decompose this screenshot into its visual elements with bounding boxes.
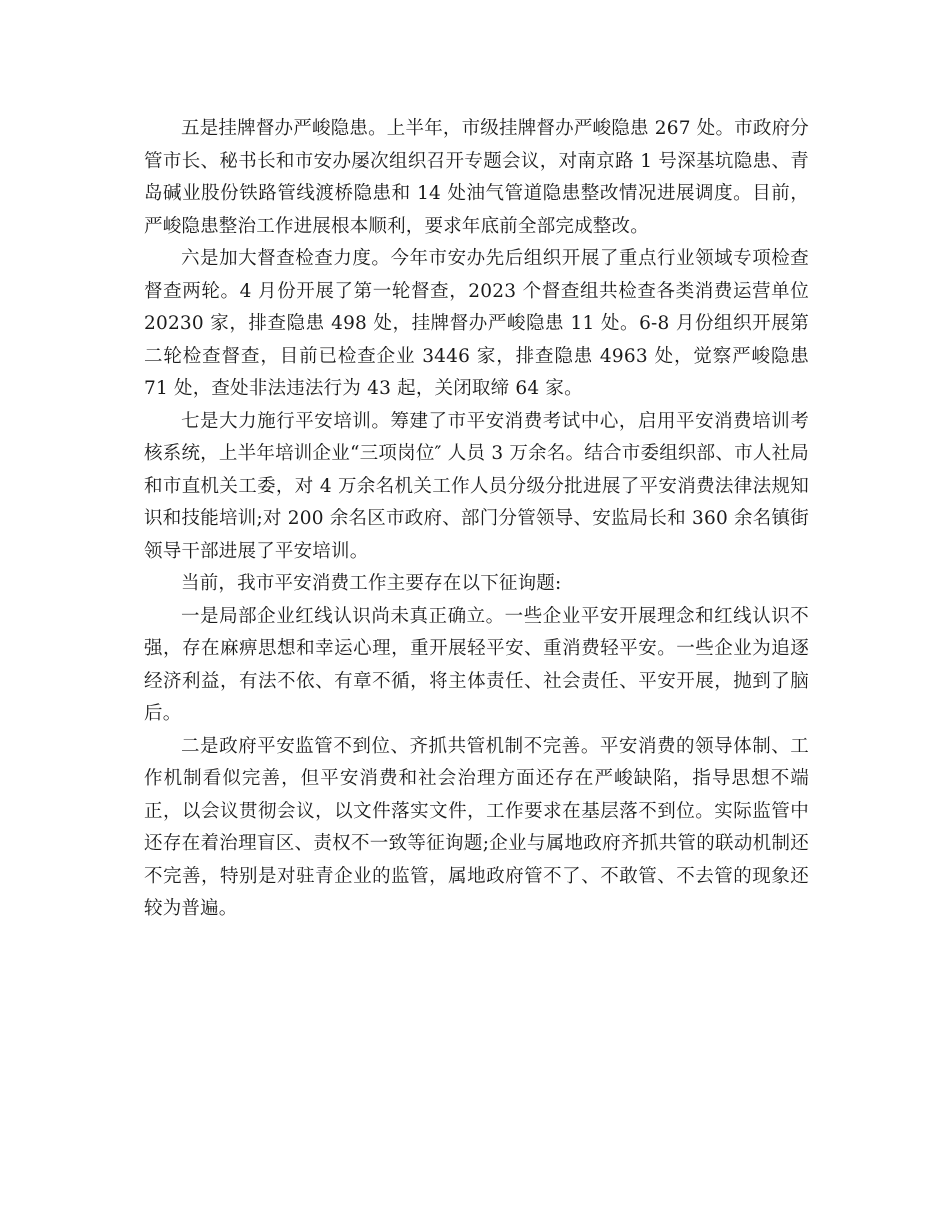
paragraph-listed-supervision: 五是挂牌督办严峻隐患。上半年，市级挂牌督办严峻隐患 267 处。市政府分管市长、秘书长和市安办屡次组织召开专题会议，对南京路 1 号深基坑隐患、青岛碱业股份铁路管线渡桥隐患和 14 处油气管道隐患整改情况进展调度。目前，严峻隐患整治工作进展根本顺利，要求年底前全部完成整改。 bbox=[144, 118, 809, 237]
paragraph-government-supervision: 二是政府平安监管不到位、齐抓共管机制不完善。平安消费的领导体制、工作机制看似完善，但平安消费和社会治理方面还存在严峻缺陷，指导思想不端正，以会议贯彻会议，以文件落实文件，工作要求在基层落不到位。实际监管中还存在着治理盲区、责权不一致等征询题;企业与属地政府齐抓共管的联动机制还不完善，特别是对驻青企业的监管，属地政府管不了、不敢管、不去管的现象还较为普遍。 bbox=[144, 735, 809, 919]
paragraph-safety-training: 七是大力施行平安培训。筹建了市平安消费考试中心，启用平安消费培训考核系统，上半年培训企业“三项岗位″ 人员 3 万余名。结合市委组织部、市人社局和市直机关工委，对 4 万余名机关工作人员分级分批进展了平安消费法律法规知识和技能培训;对 200 余名区市政府、部门分管领导、安监局长和 360 余名镇街领导干部进展了平安培训。 bbox=[144, 410, 809, 562]
paragraph-current-problems: 当前，我市平安消费工作主要存在以下征询题: bbox=[181, 573, 562, 594]
paragraph-enterprise-redline: 一是局部企业红线认识尚未真正确立。一些企业平安开展理念和红线认识不强，存在麻痹思想和幸运心理，重开展轻平安、重消费轻平安。一些企业为追逐经济利益，有法不依、有章不循，将主体责任、社会责任、平安开展，抛到了脑后。 bbox=[144, 605, 809, 724]
paragraph-inspection-supervision: 六是加大督查检查力度。今年市安办先后组织开展了重点行业领域专项检查督查两轮。4 月份开展了第一轮督查，2023 个督查组共检查各类消费运营单位 20230 家，排查隐患 498 处，挂牌督办严峻隐患 11 处。6-8 月份组织开展第二轮检查督查，目前已检查企业 3446 家，排查隐患 4963 处，觉察严峻隐患 71 处，查处非法违法行为 43 起，关闭取缔 64 家。 bbox=[144, 248, 809, 399]
document-body bbox=[144, 113, 809, 926]
